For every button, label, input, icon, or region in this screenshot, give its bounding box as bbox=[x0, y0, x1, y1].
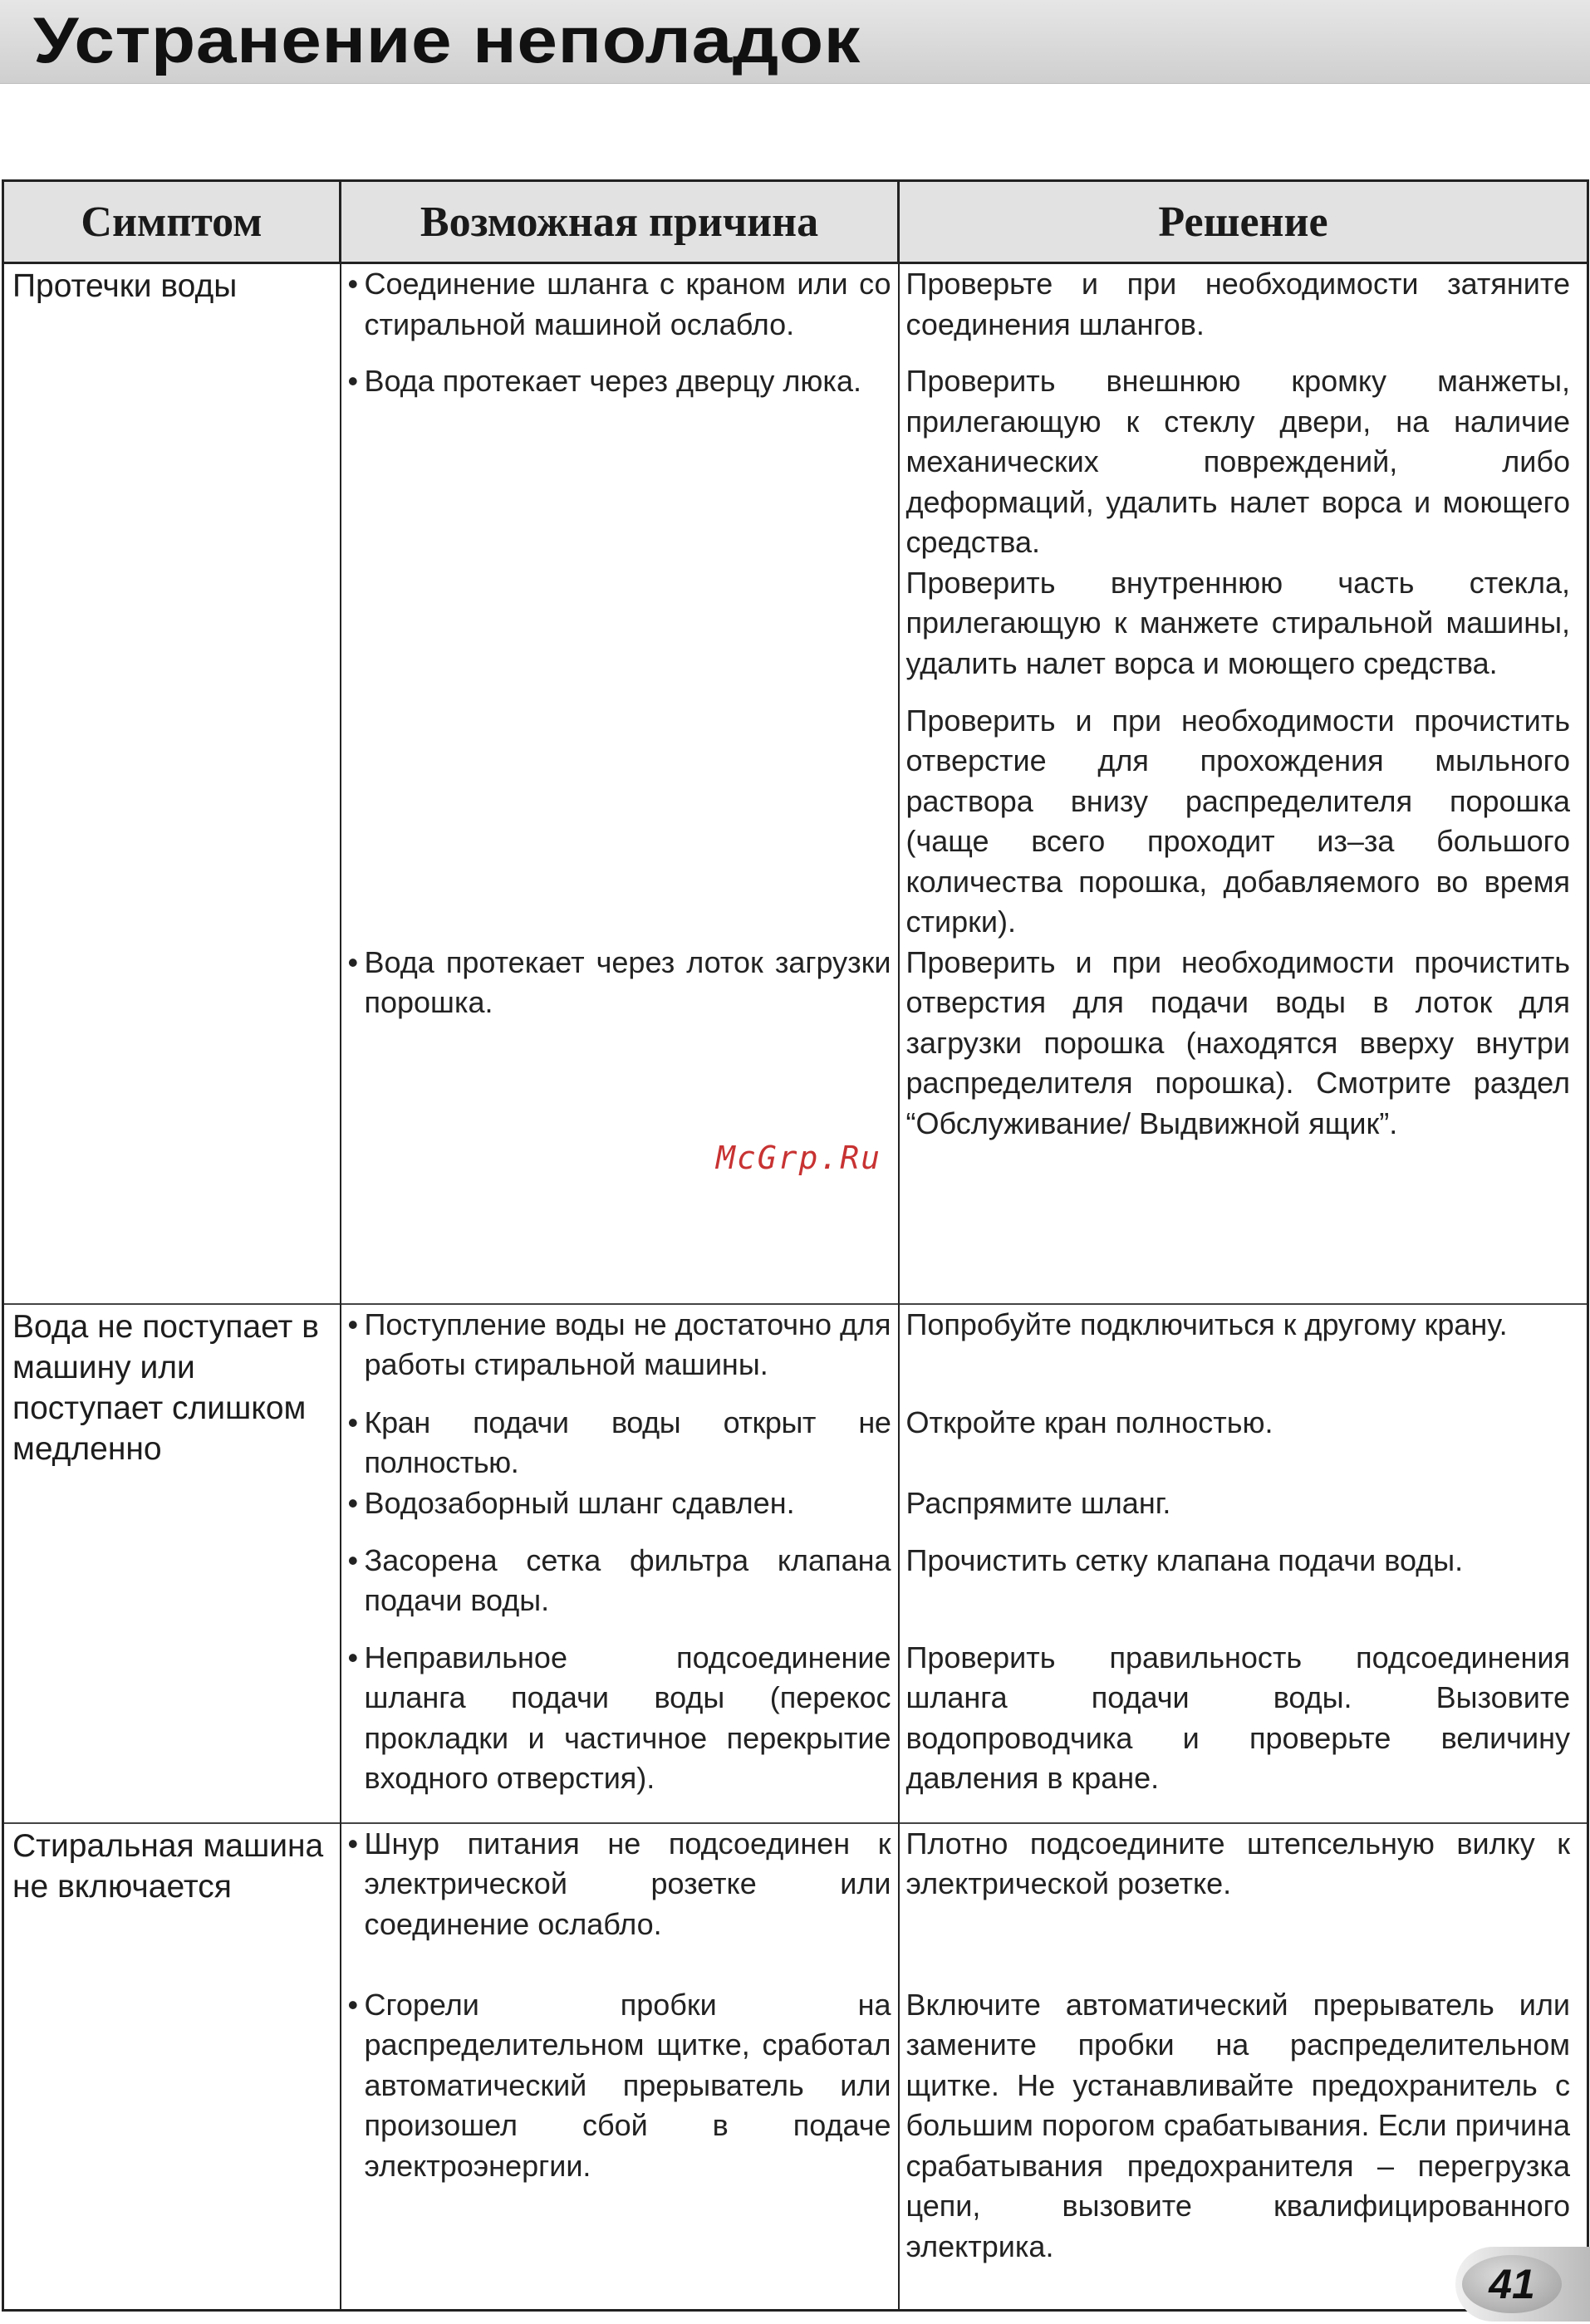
table-row bbox=[3, 1823, 1588, 1985]
solution-cell bbox=[899, 943, 1588, 1304]
bullet-icon: • bbox=[347, 1640, 359, 1674]
solution-text: Проверить внешнюю кромку манжеты, прилегающую к стеклу двери, на наличие механических повреждений, либо деформаций, удалить налет ворса и моющего средства. bbox=[905, 364, 1570, 559]
bullet-icon: • bbox=[347, 1542, 359, 1577]
column-header-symptom: Симптом bbox=[3, 181, 341, 263]
cause-cell bbox=[341, 1638, 899, 1823]
symptom-text: Вода не поступает в машину или поступает слишком медленно bbox=[12, 1308, 319, 1467]
symptom-cell bbox=[3, 263, 341, 1304]
bullet-icon: • bbox=[347, 1485, 359, 1520]
cause-item: • Поступление воды не достаточно для работы стиральной машины. bbox=[341, 1305, 898, 1385]
cause-cell bbox=[341, 1483, 899, 1541]
solution-cell bbox=[899, 701, 1588, 943]
cause-cell bbox=[341, 1403, 899, 1483]
cause-cell bbox=[341, 1823, 899, 1985]
solution-text: Проверить и при необходимости прочистить отверстия для подачи воды в лоток для загрузки порошка (находятся вверху внутри распределителя порошка). Смотрите раздел “Обслуживание/ Выдвижной ящик”. bbox=[905, 944, 1570, 1140]
page-number-badge bbox=[1455, 2247, 1590, 2322]
bullet-icon: • bbox=[347, 1987, 359, 2022]
solution-text: Включите автоматический прерыватель или замените пробки на распределительном щитке. Не устанавливайте предохранитель с большим порогом срабатывания. Если причина срабатывания предохранителя – перегрузка цепи, вызовите квалифицированного электрика. bbox=[905, 1987, 1570, 2263]
symptom-cell bbox=[3, 1823, 341, 2311]
page-number: 41 bbox=[1489, 2261, 1535, 2307]
bullet-icon: • bbox=[347, 267, 359, 301]
bullet-icon: • bbox=[347, 1307, 359, 1341]
table-header-row bbox=[3, 181, 1588, 263]
page-title: Устранение неполадок bbox=[33, 3, 861, 76]
solution-cell bbox=[899, 1403, 1588, 1483]
cause-item: • Засорена сетка фильтра клапана подачи воды. bbox=[341, 1541, 898, 1621]
solution-cell bbox=[899, 263, 1588, 362]
cause-cell bbox=[341, 1541, 899, 1638]
cause-cell bbox=[341, 943, 899, 1304]
column-header-cause: Возможная причина bbox=[341, 181, 899, 263]
watermark: McGrp.Ru bbox=[716, 1140, 882, 1176]
cause-cell bbox=[341, 263, 899, 362]
solution-text: Откройте кран полностью. bbox=[905, 1405, 1273, 1439]
symptom-text: Протечки воды bbox=[12, 268, 238, 304]
symptom-text: Стиральная машина не включается bbox=[12, 1827, 324, 1905]
solution-text: Попробуйте подключиться к другому крану. bbox=[905, 1307, 1508, 1341]
column-header-solution: Решение bbox=[899, 181, 1588, 263]
solution-text: Проверить внутреннюю часть стекла, прилегающую к манжете стиральной машины, удалить налет ворса и моющего средства. bbox=[905, 565, 1570, 680]
solution-text: Плотно подсоедините штепсельную вилку к электрической розетке. bbox=[905, 1826, 1570, 1900]
cause-item: • Соединение шланга с краном или со стиральной машиной ослабло. bbox=[341, 264, 898, 345]
bullet-icon: • bbox=[347, 364, 359, 398]
troubleshooting-table bbox=[2, 179, 1589, 2312]
cause-item: • Вода протекает через лоток загрузки порошка. bbox=[341, 943, 898, 1023]
solution-cell bbox=[899, 1304, 1588, 1403]
cause-item: • Вода протекает через дверцу люка. bbox=[341, 361, 898, 402]
table-row bbox=[3, 1304, 1588, 1403]
solution-cell bbox=[899, 1823, 1588, 1985]
cause-item: • Сгорели пробки на распределительном щитке, сработал автоматический прерыватель или произошел сбой в подаче электроэнергии. bbox=[341, 1985, 898, 2187]
cause-item: • Шнур питания не подсоединен к электрической розетке или соединение ослабло. bbox=[341, 1824, 898, 1945]
solution-text: Распрямите шланг. bbox=[905, 1485, 1171, 1520]
cause-item: • Кран подачи воды открыт не полностью. bbox=[341, 1403, 898, 1483]
solution-text: Проверьте и при необходимости затяните соединения шлангов. bbox=[905, 267, 1570, 341]
solution-text: Проверить и при необходимости прочистить отверстие для прохождения мыльного раствора внизу распределителя порошка (чаще всего проходит из–за большого количества порошка, добавляемого во время стирки). bbox=[905, 703, 1570, 939]
solution-cell bbox=[899, 563, 1588, 701]
solution-cell bbox=[899, 361, 1588, 563]
symptom-cell bbox=[3, 1304, 341, 1823]
solution-cell bbox=[899, 1541, 1588, 1638]
cause-cell bbox=[341, 1985, 899, 2311]
cause-item: • Неправильное подсоединение шланга подачи воды (перекос прокладки и частичное перекрытие входного отверстия). bbox=[341, 1638, 898, 1799]
solution-text: Прочистить сетку клапана подачи воды. bbox=[905, 1542, 1464, 1577]
bullet-icon: • bbox=[347, 1405, 358, 1439]
cause-cell bbox=[341, 361, 899, 943]
cause-item: • Водозаборный шланг сдавлен. bbox=[341, 1483, 898, 1524]
title-bar bbox=[0, 0, 1590, 84]
solution-text: Проверить правильность подсоединения шланга подачи воды. Вызовите водопроводчика и проверьте величину давления в кране. bbox=[905, 1640, 1570, 1795]
solution-cell bbox=[899, 1483, 1588, 1541]
bullet-icon: • bbox=[347, 1826, 359, 1861]
cause-cell bbox=[341, 1304, 899, 1403]
table-row bbox=[3, 263, 1588, 362]
solution-cell bbox=[899, 1638, 1588, 1823]
bullet-icon: • bbox=[347, 944, 359, 979]
